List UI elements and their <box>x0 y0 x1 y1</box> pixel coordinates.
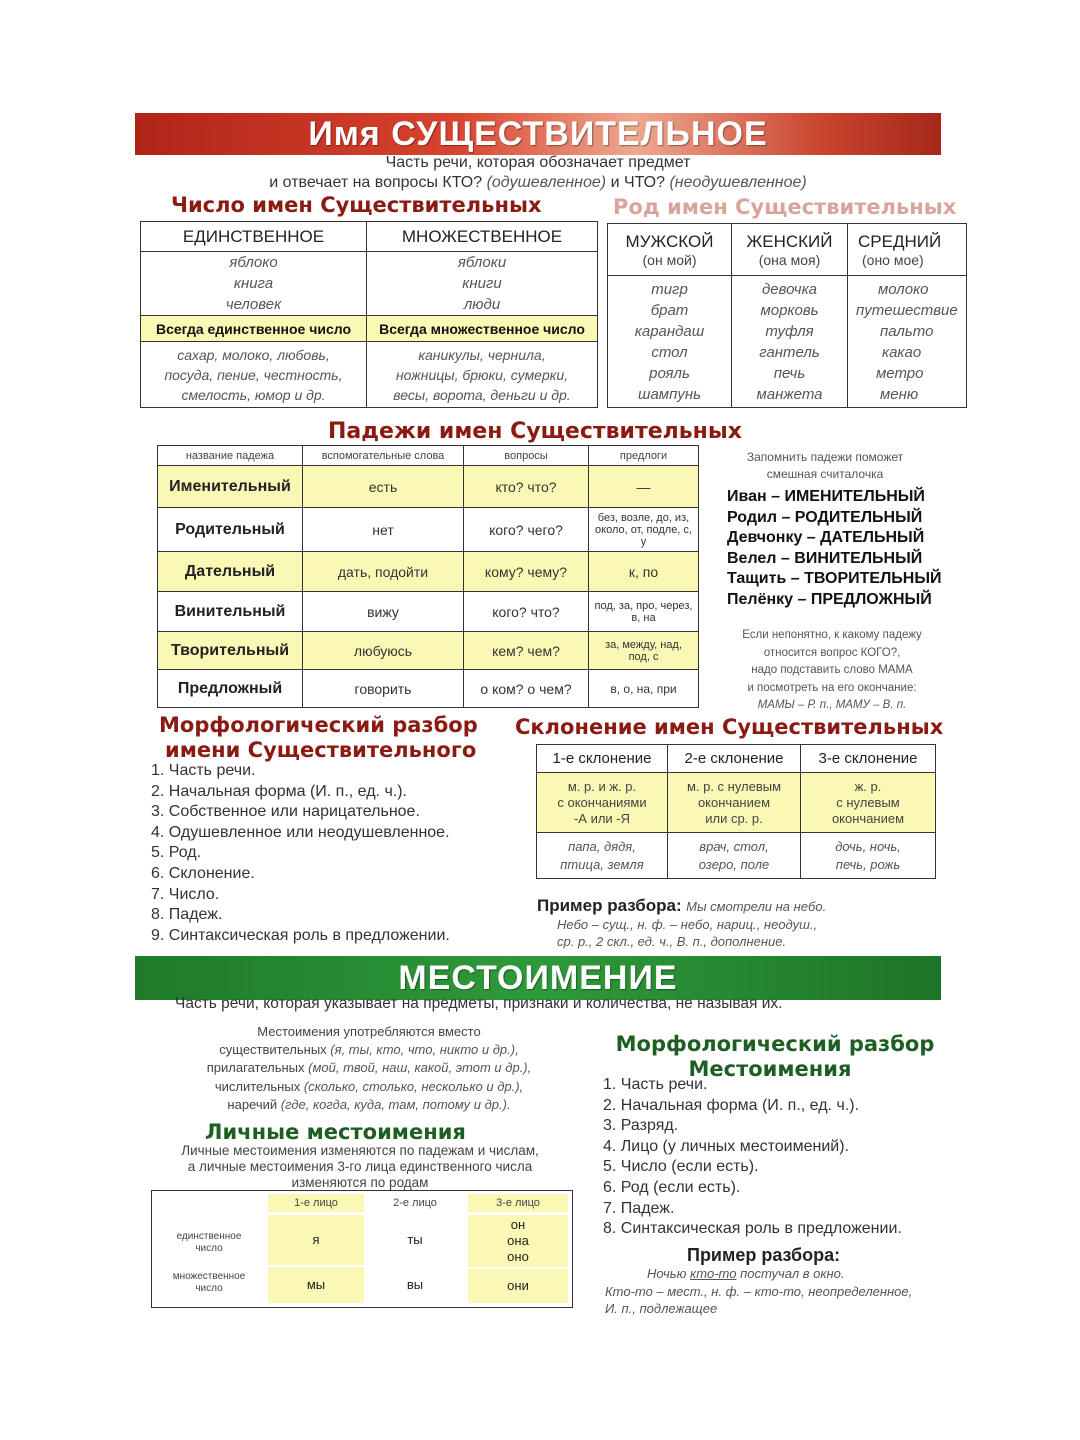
pronoun-usage <box>149 1023 589 1114</box>
tip-line: и посмотреть на его окончание: <box>747 681 917 694</box>
example-word: человек <box>225 296 282 313</box>
analysis-line: Кто-то – мест., н. ф. – кто-то, неопределенное, <box>605 1284 913 1299</box>
morph-item: 8. Синтаксическая роль в предложении. <box>603 1220 902 1238</box>
gender-word: стол <box>651 343 688 361</box>
noun-definition <box>135 153 941 193</box>
gender-word: шампунь <box>638 385 701 403</box>
noun-example-sentence: Мы смотрели на небо. <box>686 899 827 914</box>
pronoun-2-singular: ты <box>407 1232 423 1247</box>
pronoun-morph-title-line: Местоимения <box>688 1057 852 1081</box>
rule-plural: Всегда множественное число <box>367 316 598 342</box>
example-word: яблоко <box>229 254 278 271</box>
personal-header-1: 1-е лицо <box>268 1194 364 1212</box>
morph-item: 2. Начальная форма (И. п., ед. ч.). <box>151 782 407 800</box>
number-title: Число имен Существительных <box>171 193 542 217</box>
gender-word: девочка <box>762 280 817 298</box>
mnemonic-line: Велел – ВИНИТЕЛЬНЫЙ <box>727 549 923 567</box>
mnemonic-line: Девчонку – ДАТЕЛЬНЫЙ <box>727 529 925 546</box>
label-line: множественное <box>172 1271 246 1282</box>
case-prepositional: Предложный <box>158 670 303 708</box>
case-aux: любуюсь <box>303 632 464 670</box>
case-dative: Дательный <box>158 552 303 592</box>
declension-examples-2 <box>668 833 801 879</box>
morph-item: 1. Часть речи. <box>151 762 256 779</box>
case-preposition: к, по <box>589 552 699 592</box>
example-line: птица, земля <box>560 856 644 872</box>
tip-line: надо подставить слово МАМА <box>751 664 913 676</box>
gender-word: карандаш <box>634 322 705 340</box>
case-nominative: Именительный <box>158 466 303 508</box>
morph-item: 4. Одушевленное или неодушевленное. <box>151 823 450 841</box>
case-tip <box>717 627 947 715</box>
usage-line <box>149 1096 589 1114</box>
example-line: сахар, молоко, любовь, <box>177 346 330 363</box>
pronoun-definition: Часть речи, которая указывает на предметы, признаки и количества, не называя их. <box>175 995 783 1012</box>
case-aux: дать, подойти <box>303 552 464 592</box>
gender-hint: (он мой) <box>642 251 697 268</box>
usage-line <box>149 1059 589 1077</box>
mnemonic-line: Тащить – ТВОРИТЕЛЬНЫЙ <box>727 570 942 587</box>
case-aux: вижу <box>303 592 464 632</box>
case-accusative: Винительный <box>158 592 303 632</box>
pronoun-example-label: Пример разбора: <box>687 1245 841 1265</box>
rule-line: с окончаниями <box>557 794 647 810</box>
example-word: яблоки <box>457 254 507 271</box>
morph-item: 8. Падеж. <box>151 906 223 924</box>
rule-line: или ср. р. <box>705 810 763 826</box>
mnemonic-intro-line: Запомнить падежи поможет <box>746 450 904 464</box>
example-line: папа, дядя, <box>568 838 636 854</box>
pronoun-morph-list <box>603 1075 902 1240</box>
case-question: кого? чего? <box>464 508 589 552</box>
personal-header-2: 2-е лицо <box>393 1197 437 1209</box>
personal-pronouns-title: Личные местоимения <box>205 1120 466 1144</box>
case-preposition: без, возле, до, из, около, от, подле, с, у <box>589 508 699 552</box>
example-line: дочь, ночь, <box>835 838 901 854</box>
gender-title: Род имен Существительных <box>613 195 957 219</box>
pronoun-example-analysis <box>605 1283 912 1317</box>
morph-item: 7. Число. <box>151 885 220 903</box>
example-word: люди <box>463 296 501 313</box>
case-question: кому? чему? <box>464 552 589 592</box>
case-aux: есть <box>303 466 464 508</box>
declension-rule-1 <box>537 773 668 833</box>
label-line: единственное <box>176 1231 242 1242</box>
example-word: книга <box>233 275 274 292</box>
gender-table <box>607 223 967 408</box>
sentence-part: постучал в окно. <box>740 1266 845 1281</box>
usage-examples: (я, ты, кто, что, никто и др.), <box>330 1042 519 1058</box>
declension-examples-3 <box>801 833 936 879</box>
pronoun-2-plural: вы <box>406 1277 424 1292</box>
noun-banner <box>135 113 941 155</box>
case-question: кого? что? <box>464 592 589 632</box>
rule-line: окончанием <box>697 794 771 810</box>
morph-item: 5. Число (если есть). <box>603 1158 759 1176</box>
noun-def-line1: Часть речи, которая обозначает предмет <box>385 154 691 171</box>
example-line: врач, стол, <box>699 838 769 854</box>
pronoun-3-singular: он она оно <box>468 1215 568 1267</box>
usage-line <box>149 1078 589 1096</box>
gender-word: молоко <box>878 280 929 298</box>
gender-words-neut <box>848 276 967 408</box>
example-line: каникулы, чернила, <box>418 346 546 363</box>
example-line: печь, рожь <box>835 856 901 872</box>
noun-morph-title-line: Морфологический разбор <box>159 713 478 737</box>
tip-line: МАМЫ – Р. п., МАМУ – В. п. <box>757 699 907 711</box>
tip-line: Если непонятно, к какому падежу <box>742 629 922 641</box>
morph-item: 3. Собственное или нарицательное. <box>151 803 420 821</box>
noun-example-analysis <box>557 916 817 950</box>
gender-words-masc <box>608 276 732 408</box>
cases-header-prepositions: предлоги <box>589 446 699 466</box>
gender-word: меню <box>880 385 919 403</box>
reference-sheet <box>135 113 958 1326</box>
morph-item: 5. Род. <box>151 844 202 862</box>
noun-def-kto: и отвечает на вопросы КТО? <box>269 174 483 191</box>
usage-examples: (сколько, столько, несколько и др.), <box>303 1078 524 1094</box>
gender-name: МУЖСКОЙ <box>625 231 714 251</box>
declension-rule-3 <box>801 773 936 833</box>
case-instrumental: Творительный <box>158 632 303 670</box>
desc-line: изменяются по родам <box>291 1175 429 1190</box>
number-header-singular: ЕДИНСТВЕННОЕ <box>141 222 367 252</box>
usage-line <box>149 1041 589 1059</box>
gender-word: морковь <box>760 301 819 319</box>
personal-row-label-plural <box>154 1271 264 1295</box>
case-aux: говорить <box>303 670 464 708</box>
gender-word: брат <box>650 301 689 319</box>
rule-examples-singular <box>141 342 367 408</box>
declension-title: Склонение имен Существительных <box>515 715 944 739</box>
case-preposition: в, о, на, при <box>589 670 699 708</box>
example-word: книги <box>462 275 502 292</box>
declension-examples-1 <box>537 833 668 879</box>
tip-line: относится вопрос КОГО?, <box>763 646 901 659</box>
analysis-line: ср. р., 2 скл., ед. ч., В. п., дополнение. <box>557 934 787 949</box>
cases-header-questions: вопросы <box>464 446 589 466</box>
gender-header-fem <box>732 224 848 276</box>
example-line: посуда, пение, честность, <box>164 366 343 383</box>
pronoun-morph-title-line: Морфологический разбор <box>615 1032 935 1056</box>
rule-line: с нулевым <box>836 794 900 810</box>
noun-def-chto: и ЧТО? <box>610 174 666 191</box>
rule-line: м. р. и ж. р. <box>567 778 637 794</box>
mnemonic-list <box>727 487 942 610</box>
gender-word: путешествие <box>856 301 958 319</box>
noun-def-inanimate: (неодушевленное) <box>669 174 807 191</box>
gender-word: тигр <box>651 280 688 298</box>
case-preposition: за, между, над, под, с <box>589 632 699 670</box>
label-line: число <box>195 1283 223 1294</box>
number-examples-plural <box>367 252 598 316</box>
morph-item: 6. Род (если есть). <box>603 1178 741 1196</box>
case-question: о ком? о чем? <box>464 670 589 708</box>
rule-line: -А или -Я <box>573 810 631 826</box>
number-header-plural: МНОЖЕСТВЕННОЕ <box>367 222 598 252</box>
mnemonic-line: Иван – ИМЕНИТЕЛЬНЫЙ <box>727 488 925 505</box>
noun-def-animate: (одушевленное) <box>486 174 607 191</box>
label-line: число <box>195 1243 223 1254</box>
example-line: озеро, поле <box>698 856 770 872</box>
rule-examples-plural <box>367 342 598 408</box>
mnemonic-intro <box>710 449 940 483</box>
pronoun-example-sentence <box>647 1266 845 1281</box>
personal-table <box>151 1190 573 1308</box>
example-line: ножницы, брюки, сумерки, <box>395 366 569 383</box>
declension-header-2: 2-е склонение <box>668 745 801 773</box>
pronoun-3-plural: они <box>468 1269 568 1303</box>
mnemonic-line: Родил – РОДИТЕЛЬНЫЙ <box>727 508 923 526</box>
gender-word: какао <box>882 343 922 361</box>
morph-item: 2. Начальная форма (И. п., ед. ч.). <box>603 1096 859 1114</box>
usage-intro: Местоимения употребляются вместо <box>257 1024 481 1039</box>
gender-word: туфля <box>765 322 814 340</box>
declension-rule-2 <box>668 773 801 833</box>
cases-title: Падежи имен Существительных <box>328 419 742 444</box>
cases-header-aux: вспомогательные слова <box>303 446 464 466</box>
analysis-line: И. п., подлежащее <box>605 1301 718 1316</box>
usage-examples: (мой, твой, наш, какой, этот и др.), <box>308 1060 532 1076</box>
morph-item: 6. Склонение. <box>151 864 255 882</box>
gender-word: рояль <box>649 364 690 382</box>
usage-pos: наречий <box>227 1096 278 1112</box>
pronoun-1-singular: я <box>268 1215 364 1265</box>
analysis-line: Небо – сущ., н. ф. – небо, нариц., неодуш., <box>557 917 818 932</box>
example-line: весы, ворота, деньги и др. <box>393 386 571 403</box>
usage-pos: числительных <box>214 1078 301 1094</box>
gender-words-fem <box>732 276 848 408</box>
gender-header-masc <box>608 224 732 276</box>
morph-item: 9. Синтаксическая роль в предложении. <box>151 926 450 944</box>
morph-item: 1. Часть речи. <box>603 1076 708 1093</box>
gender-word: печь <box>773 364 806 382</box>
gender-hint: (оно мое) <box>862 251 924 268</box>
noun-morph-title <box>159 713 478 763</box>
noun-example-label: Пример разбора: <box>537 896 682 915</box>
number-examples-singular <box>141 252 367 316</box>
morph-item: 3. Разряд. <box>603 1117 679 1135</box>
gender-word: пальто <box>880 322 934 340</box>
gender-word: метро <box>876 364 924 382</box>
declension-header-3: 3-е склонение <box>801 745 936 773</box>
case-question: кем? чем? <box>464 632 589 670</box>
gender-hint: (она моя) <box>758 251 821 268</box>
desc-line: Личные местоимения изменяются по падежам и числам, <box>181 1143 539 1158</box>
noun-banner-text: Имя СУЩЕСТВИТЕЛЬНОЕ <box>308 114 768 153</box>
cases-header-name: название падежа <box>158 446 303 466</box>
gender-header-neut <box>848 224 967 276</box>
rule-singular: Всегда единственное число <box>141 316 367 342</box>
gender-word: гантель <box>759 343 820 361</box>
gender-word: манжета <box>756 385 823 403</box>
pronoun-banner <box>135 956 941 1000</box>
noun-def-line2 <box>135 173 941 193</box>
morph-item: 4. Лицо (у личных местоимений). <box>603 1137 849 1155</box>
cases-table <box>157 445 699 708</box>
desc-line: а личные местоимения 3-го лица единственного числа <box>187 1159 533 1174</box>
personal-pronouns-desc <box>145 1143 575 1191</box>
case-genitive: Родительный <box>158 508 303 552</box>
case-preposition: под, за, про, через, в, на <box>589 592 699 632</box>
personal-header-3: 3-е лицо <box>468 1194 568 1212</box>
sentence-subject: кто-то <box>690 1266 737 1281</box>
rule-line: ж. р. <box>854 778 882 794</box>
mnemonic-intro-line: смешная считалочка <box>766 467 884 481</box>
declension-header-1: 1-е склонение <box>537 745 668 773</box>
case-aux: нет <box>303 508 464 552</box>
gender-name: ЖЕНСКИЙ <box>746 231 833 251</box>
pronoun-1-plural: мы <box>268 1267 364 1303</box>
usage-pos: существительных <box>219 1042 327 1058</box>
usage-examples: (где, когда, куда, там, потому и др.). <box>280 1096 511 1112</box>
sentence-part: Ночью <box>647 1266 687 1281</box>
usage-pos: прилагательных <box>206 1060 305 1076</box>
gender-name: СРЕДНИЙ <box>858 231 942 251</box>
example-line: смелость, юмор и др. <box>181 386 326 403</box>
declension-table <box>536 744 936 879</box>
case-preposition: — <box>589 466 699 508</box>
pronoun-banner-text: МЕСТОИМЕНИЕ <box>398 958 678 997</box>
morph-item: 7. Падеж. <box>603 1199 675 1217</box>
number-table <box>140 221 598 408</box>
noun-morph-title-line: имени Существительного <box>165 738 477 762</box>
mnemonic-line: Пелёнку – ПРЕДЛОЖНЫЙ <box>727 590 932 608</box>
rule-line: окончанием <box>831 810 905 826</box>
rule-line: м. р. с нулевым <box>686 778 782 794</box>
case-question: кто? что? <box>464 466 589 508</box>
noun-example <box>537 896 826 916</box>
noun-morph-list <box>151 761 450 946</box>
personal-row-label-singular <box>154 1231 264 1255</box>
